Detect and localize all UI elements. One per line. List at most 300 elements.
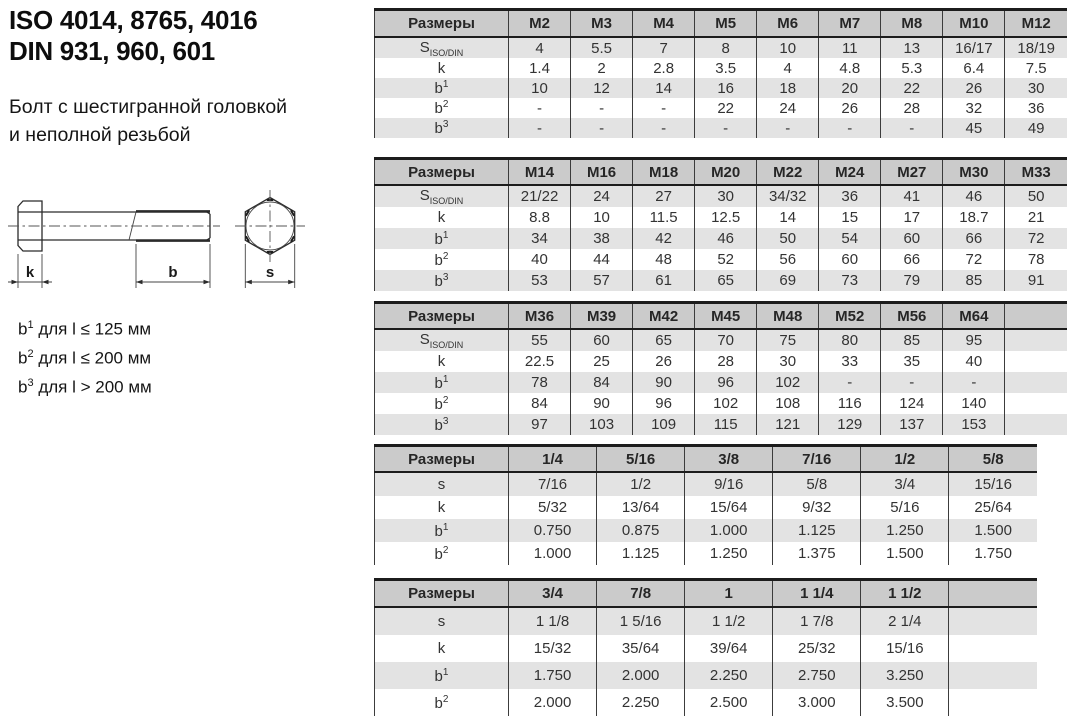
value-cell: -	[633, 118, 695, 138]
value-cell: 41	[881, 185, 943, 207]
size-column-header: M16	[571, 159, 633, 186]
row-label: $b^2$	[375, 542, 509, 565]
value-cell: 48	[633, 249, 695, 270]
value-cell: 1 7/8	[773, 607, 861, 635]
value-cell: 8.8	[509, 207, 571, 228]
value-cell: 22.5	[509, 351, 571, 372]
footnote-text: для l > 200 мм	[33, 377, 152, 397]
dimension-table	[374, 301, 1067, 435]
table-row	[375, 372, 1067, 393]
value-cell: 3.250	[861, 662, 949, 689]
value-cell: 25	[571, 351, 633, 372]
table-row	[375, 249, 1067, 270]
size-column-header: M14	[509, 159, 571, 186]
footnote-symbol: b	[18, 377, 28, 397]
size-column-header: 3/8	[685, 446, 773, 473]
value-cell	[949, 607, 1037, 635]
value-cell: 17	[881, 207, 943, 228]
value-cell: 18.7	[943, 207, 1005, 228]
value-cell: 14	[757, 207, 819, 228]
value-cell: 1 1/2	[685, 607, 773, 635]
value-cell: 45	[943, 118, 1005, 138]
value-cell: 34	[509, 228, 571, 249]
value-cell	[949, 662, 1037, 689]
dimension-table	[374, 157, 1067, 291]
value-cell: 140	[943, 393, 1005, 414]
value-cell: 4.8	[819, 58, 881, 78]
row-label: s	[375, 607, 509, 635]
value-cell: -	[819, 118, 881, 138]
value-cell: 4	[757, 58, 819, 78]
size-column-header: M12	[1005, 10, 1067, 38]
row-label: $S_{ISO/DIN}$	[375, 37, 509, 58]
value-cell: 102	[757, 372, 819, 393]
size-column-header: M8	[881, 10, 943, 38]
row-label: s	[375, 472, 509, 496]
value-cell	[949, 635, 1037, 662]
value-cell: 3.500	[861, 689, 949, 716]
value-cell: 49	[1005, 118, 1067, 138]
value-cell: -	[509, 98, 571, 118]
value-cell: 21	[1005, 207, 1067, 228]
value-cell: 18/19	[1005, 37, 1067, 58]
value-cell: 2.8	[633, 58, 695, 78]
value-cell: 22	[695, 98, 757, 118]
value-cell: 1.125	[773, 519, 861, 542]
value-cell: 22	[881, 78, 943, 98]
table-row	[375, 496, 1038, 519]
value-cell: 65	[695, 270, 757, 291]
value-cell: 2.000	[597, 662, 685, 689]
footnote-superscript: 1	[27, 319, 34, 331]
value-cell: 2	[571, 58, 633, 78]
size-column-header: M27	[881, 159, 943, 186]
value-cell: 12.5	[695, 207, 757, 228]
value-cell: 15/64	[685, 496, 773, 519]
title-iso-standards: ISO 4014, 8765, 4016	[9, 5, 258, 35]
value-cell: 50	[1005, 185, 1067, 207]
table-row	[375, 98, 1067, 118]
value-cell: 2.250	[685, 662, 773, 689]
row-label: k	[375, 58, 509, 78]
footnote-b3	[18, 371, 152, 400]
table-row	[375, 689, 1038, 716]
footnote-superscript: 2	[27, 348, 34, 361]
subtitle-line-2: и неполной резьбой	[9, 124, 191, 146]
value-cell: 39/64	[685, 635, 773, 662]
value-cell: 1/2	[597, 472, 685, 496]
dim-label-k: k	[25, 264, 35, 281]
value-cell	[1005, 372, 1067, 393]
imperial-table-three-quarters-to-one-and-half	[374, 578, 1037, 716]
value-cell: 14	[633, 78, 695, 98]
size-column-header: M18	[633, 159, 695, 186]
value-cell: 5.3	[881, 58, 943, 78]
value-cell: 79	[881, 270, 943, 291]
value-cell: 5/16	[861, 496, 949, 519]
row-label: $b^1$	[375, 519, 509, 542]
value-cell	[1005, 351, 1067, 372]
value-cell: 25/64	[949, 496, 1037, 519]
size-column-header: M39	[571, 303, 633, 330]
value-cell: 60	[819, 249, 881, 270]
size-column-header: M10	[943, 10, 1005, 38]
value-cell: 7/16	[509, 472, 597, 496]
bolt-technical-drawing	[8, 184, 338, 316]
dimension-b	[136, 244, 210, 288]
value-cell: -	[757, 118, 819, 138]
table-row	[375, 78, 1067, 98]
value-cell: 50	[757, 228, 819, 249]
value-cell: 15	[819, 207, 881, 228]
row-label: $S_{ISO/DIN}$	[375, 185, 509, 207]
size-column-header: M5	[695, 10, 757, 38]
dimension-s	[245, 244, 294, 288]
table-row	[375, 519, 1038, 542]
value-cell: 38	[571, 228, 633, 249]
value-cell: 1.750	[949, 542, 1037, 565]
table-corner-label: Размеры	[375, 159, 509, 186]
value-cell: 35	[881, 351, 943, 372]
value-cell: 124	[881, 393, 943, 414]
value-cell: 12	[571, 78, 633, 98]
table-row	[375, 607, 1038, 635]
value-cell: -	[571, 118, 633, 138]
value-cell: 153	[943, 414, 1005, 435]
footnote-b1	[18, 313, 152, 342]
table-row	[375, 414, 1067, 435]
value-cell: 103	[571, 414, 633, 435]
value-cell: 33	[819, 351, 881, 372]
metric-table-m14-m33	[374, 157, 1067, 291]
table-corner-label: Размеры	[375, 580, 509, 608]
value-cell: 5.5	[571, 37, 633, 58]
size-column-header: M30	[943, 159, 1005, 186]
table-row	[375, 118, 1067, 138]
header-row	[375, 159, 1067, 186]
size-column-header: M22	[757, 159, 819, 186]
bolt-side-view	[8, 201, 220, 251]
value-cell: 4	[509, 37, 571, 58]
value-cell: 16/17	[943, 37, 1005, 58]
value-cell: 7	[633, 37, 695, 58]
value-cell: 137	[881, 414, 943, 435]
value-cell: 60	[881, 228, 943, 249]
value-cell: 25/32	[773, 635, 861, 662]
value-cell: 9/16	[685, 472, 773, 496]
value-cell: 13	[881, 37, 943, 58]
value-cell: 84	[571, 372, 633, 393]
value-cell: 26	[633, 351, 695, 372]
value-cell: 36	[819, 185, 881, 207]
footnotes	[18, 313, 152, 400]
footnote-text: для l ≤ 125 мм	[33, 319, 152, 339]
table-row	[375, 329, 1067, 351]
row-label: $b^2$	[375, 689, 509, 716]
value-cell: 9/32	[773, 496, 861, 519]
size-column-header: M7	[819, 10, 881, 38]
value-cell: 54	[819, 228, 881, 249]
size-column-header: M64	[943, 303, 1005, 330]
value-cell: 26	[819, 98, 881, 118]
value-cell: 3.5	[695, 58, 757, 78]
size-column-header: 3/4	[509, 580, 597, 608]
value-cell: 1 1/8	[509, 607, 597, 635]
value-cell: 70	[695, 329, 757, 351]
table-row	[375, 662, 1038, 689]
page-title	[9, 5, 257, 67]
value-cell: 10	[509, 78, 571, 98]
header-row	[375, 580, 1038, 608]
value-cell: 2.750	[773, 662, 861, 689]
dimension-table	[374, 444, 1037, 565]
size-column-header: M3	[571, 10, 633, 38]
value-cell: -	[819, 372, 881, 393]
value-cell: 1.000	[685, 519, 773, 542]
size-column-header: 5/8	[949, 446, 1037, 473]
value-cell: 1.125	[597, 542, 685, 565]
value-cell: 57	[571, 270, 633, 291]
dimension-table	[374, 8, 1067, 138]
metric-table-m36-m64	[374, 301, 1067, 435]
value-cell: 30	[695, 185, 757, 207]
value-cell: 28	[695, 351, 757, 372]
value-cell: -	[881, 372, 943, 393]
value-cell: 46	[695, 228, 757, 249]
value-cell: 20	[819, 78, 881, 98]
value-cell: 30	[1005, 78, 1067, 98]
value-cell: 1.750	[509, 662, 597, 689]
value-cell: 61	[633, 270, 695, 291]
table-row	[375, 207, 1067, 228]
value-cell: 73	[819, 270, 881, 291]
value-cell: 15/16	[949, 472, 1037, 496]
value-cell: 129	[819, 414, 881, 435]
size-column-header: M45	[695, 303, 757, 330]
value-cell: 3.000	[773, 689, 861, 716]
imperial-table-quarter-to-five-eighths	[374, 444, 1037, 565]
value-cell: 53	[509, 270, 571, 291]
footnote-superscript: 3	[27, 377, 34, 390]
footnote-b2	[18, 342, 152, 371]
row-label: k	[375, 635, 509, 662]
row-label: $b^3$	[375, 118, 509, 138]
value-cell: 1.000	[509, 542, 597, 565]
footnote-symbol: b	[18, 319, 28, 339]
value-cell: 80	[819, 329, 881, 351]
size-column-header	[949, 580, 1037, 608]
value-cell: 24	[757, 98, 819, 118]
row-label: k	[375, 207, 509, 228]
page-subtitle	[9, 93, 287, 149]
row-label: $b^2$	[375, 393, 509, 414]
table-row	[375, 472, 1038, 496]
value-cell: 91	[1005, 270, 1067, 291]
value-cell: 0.750	[509, 519, 597, 542]
value-cell: 42	[633, 228, 695, 249]
value-cell: 16	[695, 78, 757, 98]
value-cell: 40	[509, 249, 571, 270]
value-cell: 24	[571, 185, 633, 207]
value-cell	[949, 689, 1037, 716]
value-cell: 8	[695, 37, 757, 58]
value-cell: 1.4	[509, 58, 571, 78]
row-label: $b^1$	[375, 372, 509, 393]
value-cell: 10	[571, 207, 633, 228]
table-row	[375, 635, 1038, 662]
footnote-text: для l ≤ 200 мм	[33, 348, 152, 368]
header-row	[375, 303, 1067, 330]
row-label: $b^2$	[375, 249, 509, 270]
table-row	[375, 58, 1067, 78]
value-cell: 65	[633, 329, 695, 351]
size-column-header: M56	[881, 303, 943, 330]
value-cell: 66	[881, 249, 943, 270]
row-label: $b^1$	[375, 228, 509, 249]
value-cell: -	[633, 98, 695, 118]
value-cell: 52	[695, 249, 757, 270]
value-cell: 21/22	[509, 185, 571, 207]
value-cell: 28	[881, 98, 943, 118]
row-label: k	[375, 496, 509, 519]
value-cell: 84	[509, 393, 571, 414]
value-cell: 7.5	[1005, 58, 1067, 78]
value-cell: 109	[633, 414, 695, 435]
size-column-header: 7/16	[773, 446, 861, 473]
size-column-header: 1	[685, 580, 773, 608]
table-row	[375, 228, 1067, 249]
value-cell: 36	[1005, 98, 1067, 118]
value-cell: 0.875	[597, 519, 685, 542]
table-row	[375, 393, 1067, 414]
value-cell: 5/8	[773, 472, 861, 496]
value-cell: 44	[571, 249, 633, 270]
value-cell: -	[881, 118, 943, 138]
table-row	[375, 542, 1038, 565]
table-corner-label: Размеры	[375, 10, 509, 38]
size-column-header: M24	[819, 159, 881, 186]
value-cell	[1005, 393, 1067, 414]
value-cell: 2.250	[597, 689, 685, 716]
size-column-header: 1 1/4	[773, 580, 861, 608]
value-cell: 85	[943, 270, 1005, 291]
size-column-header	[1005, 303, 1067, 330]
dimension-table	[374, 578, 1037, 716]
size-column-header: M36	[509, 303, 571, 330]
table-corner-label: Размеры	[375, 446, 509, 473]
size-column-header: 7/8	[597, 580, 685, 608]
value-cell: 75	[757, 329, 819, 351]
table-row	[375, 351, 1067, 372]
size-column-header: M48	[757, 303, 819, 330]
size-column-header: 1 1/2	[861, 580, 949, 608]
value-cell: 72	[1005, 228, 1067, 249]
value-cell: 115	[695, 414, 757, 435]
dim-label-b: b	[168, 264, 178, 281]
value-cell: 95	[943, 329, 1005, 351]
value-cell: 78	[1005, 249, 1067, 270]
title-din-standards: DIN 931, 960, 601	[9, 36, 215, 66]
value-cell: 27	[633, 185, 695, 207]
value-cell: 32	[943, 98, 1005, 118]
value-cell: 108	[757, 393, 819, 414]
subtitle-line-1: Болт с шестигранной головкой	[9, 96, 288, 118]
value-cell: 11	[819, 37, 881, 58]
size-column-header: M2	[509, 10, 571, 38]
size-column-header: M6	[757, 10, 819, 38]
value-cell: 90	[571, 393, 633, 414]
value-cell: 40	[943, 351, 1005, 372]
header-row	[375, 10, 1067, 38]
size-column-header: M20	[695, 159, 757, 186]
size-column-header: M33	[1005, 159, 1067, 186]
size-column-header: 5/16	[597, 446, 685, 473]
value-cell: 34/32	[757, 185, 819, 207]
value-cell: 35/64	[597, 635, 685, 662]
value-cell: 60	[571, 329, 633, 351]
footnote-symbol: b	[18, 348, 28, 368]
value-cell: 96	[633, 393, 695, 414]
size-column-header: 1/2	[861, 446, 949, 473]
value-cell: 1 5/16	[597, 607, 685, 635]
value-cell: 72	[943, 249, 1005, 270]
value-cell: -	[695, 118, 757, 138]
value-cell: 15/32	[509, 635, 597, 662]
value-cell: 116	[819, 393, 881, 414]
value-cell: 3/4	[861, 472, 949, 496]
row-label: $b^3$	[375, 414, 509, 435]
row-label: $b^2$	[375, 98, 509, 118]
value-cell: -	[509, 118, 571, 138]
dim-label-s: s	[265, 264, 275, 281]
value-cell: 15/16	[861, 635, 949, 662]
value-cell: 96	[695, 372, 757, 393]
row-label: $b^1$	[375, 662, 509, 689]
size-column-header: M52	[819, 303, 881, 330]
value-cell: 2 1/4	[861, 607, 949, 635]
header-row	[375, 446, 1038, 473]
value-cell: 2.500	[685, 689, 773, 716]
row-label: $b^1$	[375, 78, 509, 98]
value-cell: 2.000	[509, 689, 597, 716]
size-column-header: M42	[633, 303, 695, 330]
value-cell: 56	[757, 249, 819, 270]
value-cell: 1.250	[861, 519, 949, 542]
value-cell: 1.250	[685, 542, 773, 565]
value-cell: 1.500	[861, 542, 949, 565]
table-row	[375, 185, 1067, 207]
value-cell: 1.375	[773, 542, 861, 565]
value-cell: 30	[757, 351, 819, 372]
value-cell: 6.4	[943, 58, 1005, 78]
value-cell: 18	[757, 78, 819, 98]
value-cell: 90	[633, 372, 695, 393]
row-label: $b^3$	[375, 270, 509, 291]
value-cell: 13/64	[597, 496, 685, 519]
dimension-k	[8, 254, 52, 288]
size-column-header: M4	[633, 10, 695, 38]
value-cell: 1.500	[949, 519, 1037, 542]
value-cell: -	[943, 372, 1005, 393]
value-cell: 46	[943, 185, 1005, 207]
value-cell: 121	[757, 414, 819, 435]
value-cell: 11.5	[633, 207, 695, 228]
value-cell: 5/32	[509, 496, 597, 519]
value-cell: 97	[509, 414, 571, 435]
value-cell	[1005, 329, 1067, 351]
value-cell: 85	[881, 329, 943, 351]
value-cell: 10	[757, 37, 819, 58]
